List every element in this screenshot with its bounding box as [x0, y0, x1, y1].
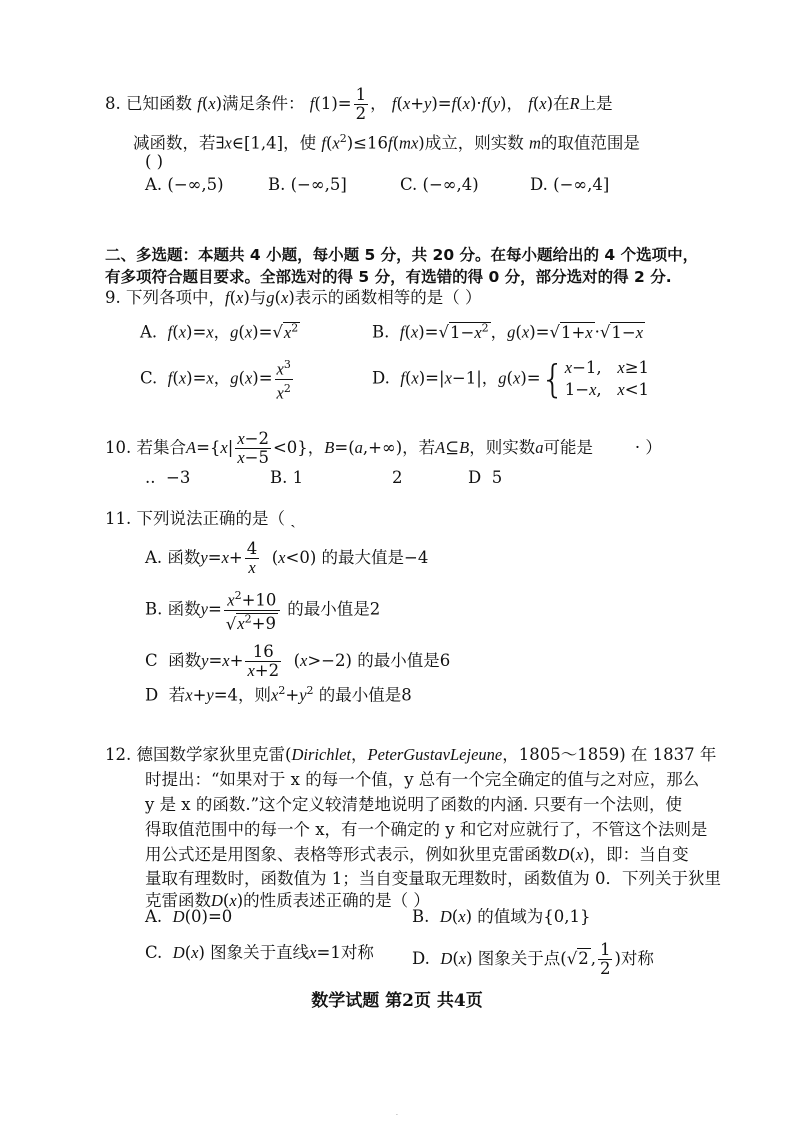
q10-option-b: B. 1: [270, 468, 304, 487]
q9-stem: 9. 下列各项中，f(x)与g(x)表示的函数相等的是（ ）: [105, 288, 482, 307]
q10-stem: 10. 若集合A={x| $\frac{x-2}{x-5}$ <0}，B=(a,+∞)，若A⊆B，则实数a可能是 · ）: [105, 429, 662, 467]
q10-option-a: .. −3: [145, 468, 191, 487]
q8-line2: 减函数，若∃x∈[1,4]，使 $f(x^2)\le 16f(mx)$成立，则实数 m的取值范围是: [133, 132, 640, 153]
q8-option-a: A. (−∞,5): [145, 175, 224, 194]
q11-option-d: D 若x+y=4，则$x^2+y^2$ 的最小值是8: [145, 684, 412, 705]
q8-option-b: B. (−∞,5]: [268, 175, 347, 194]
q12-line1: 12. 德国数学家狄里克雷(Dirichlet，PeterGustavLejeune，1805～1859) 在 1837 年: [105, 745, 717, 764]
q8-number: 8.: [105, 94, 121, 113]
q9-option-d: D. f(x)=|x−1|，g(x)={ x−1, x≥1 1−x, x<1: [372, 357, 650, 401]
section2-line2: 有多项符合题目要求。全部选对的得 5 分，有选错的得 0 分，部分选对的得 2 分.: [105, 268, 672, 286]
q12-line4: 得取值范围中的每一个 x，有一个确定的 y 和它对应就行了，不管这个法则是: [145, 820, 708, 839]
q8-option-c: C. (−∞,4): [400, 175, 479, 194]
q10-option-c: 2: [392, 468, 403, 487]
q12-line2: 时提出：“如果对于 x 的每一个值，y 总有一个完全确定的值与之对应，那么: [145, 770, 700, 789]
q9-option-a: A. f(x)=x，$g(x)=√x^2$: [140, 321, 299, 342]
q10-option-d: D 5: [468, 468, 503, 487]
q12-line5: 用公式还是用图象、表格等形式表示，例如狄里克雷函数D(x)，即：当自变: [145, 845, 689, 864]
q12-option-d: D. D(x) 图象关于点(√2 , $\frac{1}{2}$ )对称: [412, 940, 654, 978]
q8-option-d: D. (−∞,4]: [530, 175, 610, 194]
q9-option-b: B. $f(x)=√1-x^2$ ，g(x)=√1+x ·√1−x: [372, 321, 644, 342]
q11-option-a: A. 函数y=x+ $\frac{4}{x}$ (x<0) 的最大值是−4: [145, 539, 429, 577]
q8-paren: ( ): [145, 152, 164, 171]
q11-option-b: B. 函数y= $\frac{x^2+10}{√x^2+9}$ 的最小值是2: [145, 589, 381, 633]
q8-line1: 8. 已知函数 f(x)满足条件： f(1)= $\frac{1}{2}$ ， f(x+y)=f(x)·f(y)， f(x)在R上是: [105, 85, 613, 123]
q11-stem: 11. 下列说法正确的是（ ˎ: [105, 509, 296, 528]
q12-option-b: B. D(x) 的值域为{0,1}: [412, 907, 591, 926]
q12-line7: 克雷函数D(x)的性质表述正确的是（ ）: [145, 891, 430, 910]
q12-option-c: C. D(x) 图象关于直线x=1对称: [145, 943, 374, 962]
q12-line3: y 是 x 的函数.”这个定义较清楚地说明了函数的内涵. 只要有一个法则，使: [145, 795, 683, 814]
q11-option-c: C 函数y=x+ $\frac{16}{x+2}$ (x>−2) 的最小值是6: [145, 642, 451, 680]
q12-line6: 量取有理数时，函数值为 1；当自变量取无理数时，函数值为 0．下列关于狄里: [145, 869, 721, 888]
page-footer: 数学试题 第2页 共4页: [311, 991, 483, 1011]
section2-line1: 二、多选题：本题共 4 小题，每小题 5 分，共 20 分。在每小题给出的 4 个选项中，: [105, 246, 699, 264]
page-dot: ·: [396, 1112, 398, 1119]
q12-option-a: A. D(0)=0: [145, 907, 233, 926]
q9-option-c: C. f(x)=x，g(x)= $\frac{x^3}{x^2}$: [140, 358, 291, 402]
